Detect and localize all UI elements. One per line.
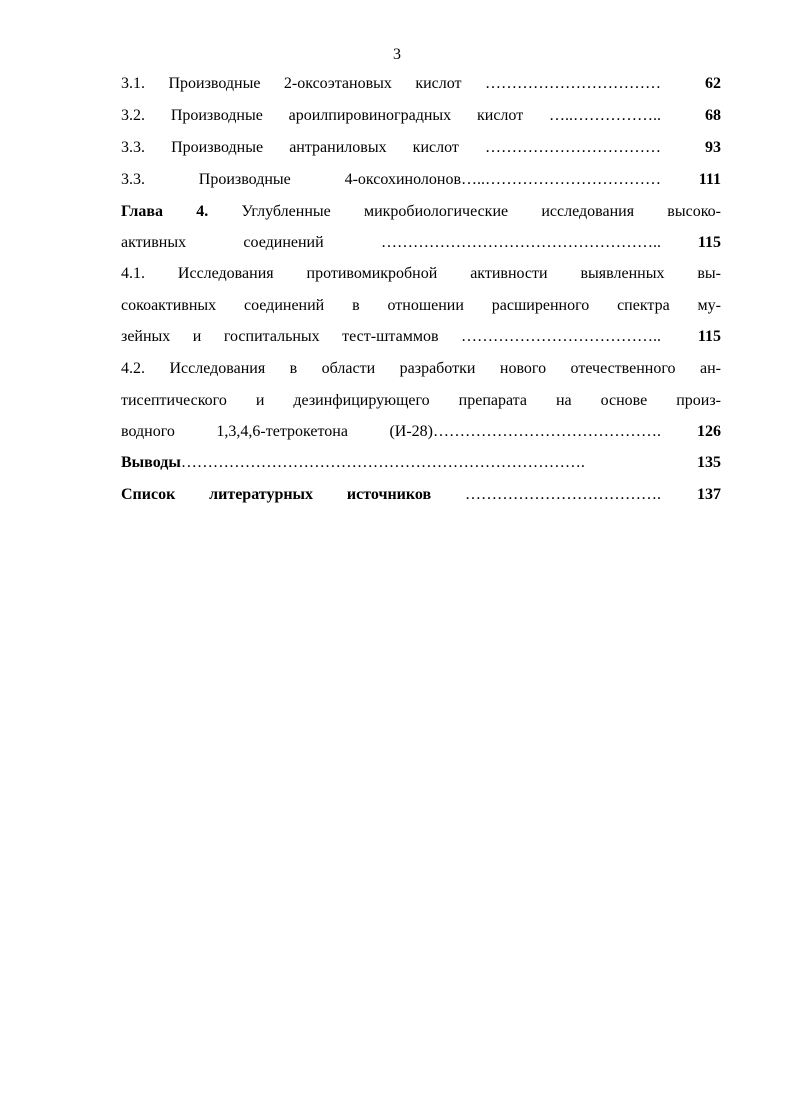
toc-entry-text: 3.1. Производные 2-оксоэтановых кислот …………………………… bbox=[121, 75, 661, 92]
toc-entry-text: тисептического и дезинфицирующего препарата на основе произ- bbox=[121, 392, 721, 409]
toc-conclusions bbox=[121, 452, 721, 474]
toc-entry-page: 93 bbox=[705, 139, 721, 156]
toc-entry-page: 137 bbox=[697, 486, 721, 503]
toc-entry-page: 115 bbox=[697, 234, 721, 251]
toc-chapter-4-line-2 bbox=[121, 232, 721, 254]
toc-entry-3-3-oxoquinolones bbox=[121, 169, 721, 191]
toc-entry-text: водного 1,3,4,6-тетрокетона (И-28)……………………………………. bbox=[121, 423, 661, 440]
toc-entry-4-1-line-3 bbox=[121, 326, 721, 348]
toc-entry-text: 4.2. Исследования в области разработки нового отечественного ан- bbox=[121, 360, 721, 377]
toc-entry-text: 3.3. Производные 4-оксохинолонов…..…………………………… bbox=[121, 171, 661, 188]
toc-chapter-4-line-1 bbox=[121, 201, 721, 223]
toc-entry-text: сокоактивных соединений в отношении расширенного спектра му- bbox=[121, 297, 721, 314]
chapter-title-part-2: активных соединений …………………………………………….. bbox=[121, 234, 661, 251]
toc-entry-3-3-anthranilic bbox=[121, 137, 721, 159]
toc-entry-4-1-line-1 bbox=[121, 263, 721, 285]
toc-entry-text bbox=[121, 452, 661, 474]
toc-entry-4-2-line-2 bbox=[121, 390, 721, 412]
conclusions-label: Выводы bbox=[121, 454, 181, 471]
toc-entry-page: 115 bbox=[697, 328, 721, 345]
toc-entry-text: зейных и госпитальных тест-штаммов ……………………………….. bbox=[121, 328, 661, 345]
toc-entry-page: 126 bbox=[697, 423, 721, 440]
toc-entry-page: 68 bbox=[705, 107, 721, 124]
toc-entry-text: 3.2. Производные ароилпировиноградных кислот …..…………….. bbox=[121, 107, 661, 124]
toc-chapter-4-text bbox=[121, 201, 721, 223]
toc-references bbox=[121, 484, 721, 506]
chapter-label: Глава 4. bbox=[121, 203, 209, 220]
page-number: 3 bbox=[393, 46, 401, 63]
toc-entry-text: 4.1. Исследования противомикробной активности выявленных вы- bbox=[121, 265, 721, 282]
toc-entry-page: 111 bbox=[698, 171, 721, 188]
references-label: Список литературных источников bbox=[121, 486, 432, 503]
leader-dots: ………………………………. bbox=[431, 486, 661, 503]
toc-entry-4-2-line-3 bbox=[121, 421, 721, 443]
leader-dots: …………………………………………………………………. bbox=[180, 454, 585, 471]
toc-entry-4-1-line-2 bbox=[121, 295, 721, 317]
toc-entry-3-1 bbox=[121, 73, 721, 95]
toc-entry-4-2-line-1 bbox=[121, 358, 721, 380]
chapter-title-part-1: Углубленные микробиологические исследования высоко- bbox=[241, 203, 721, 220]
toc-entry-text: 3.3. Производные антраниловых кислот …………………………… bbox=[121, 139, 661, 156]
toc-entry-page: 62 bbox=[705, 75, 721, 92]
toc-entry-text bbox=[121, 484, 661, 506]
toc-entry-page: 135 bbox=[697, 454, 721, 471]
toc-entry-3-2 bbox=[121, 105, 721, 127]
